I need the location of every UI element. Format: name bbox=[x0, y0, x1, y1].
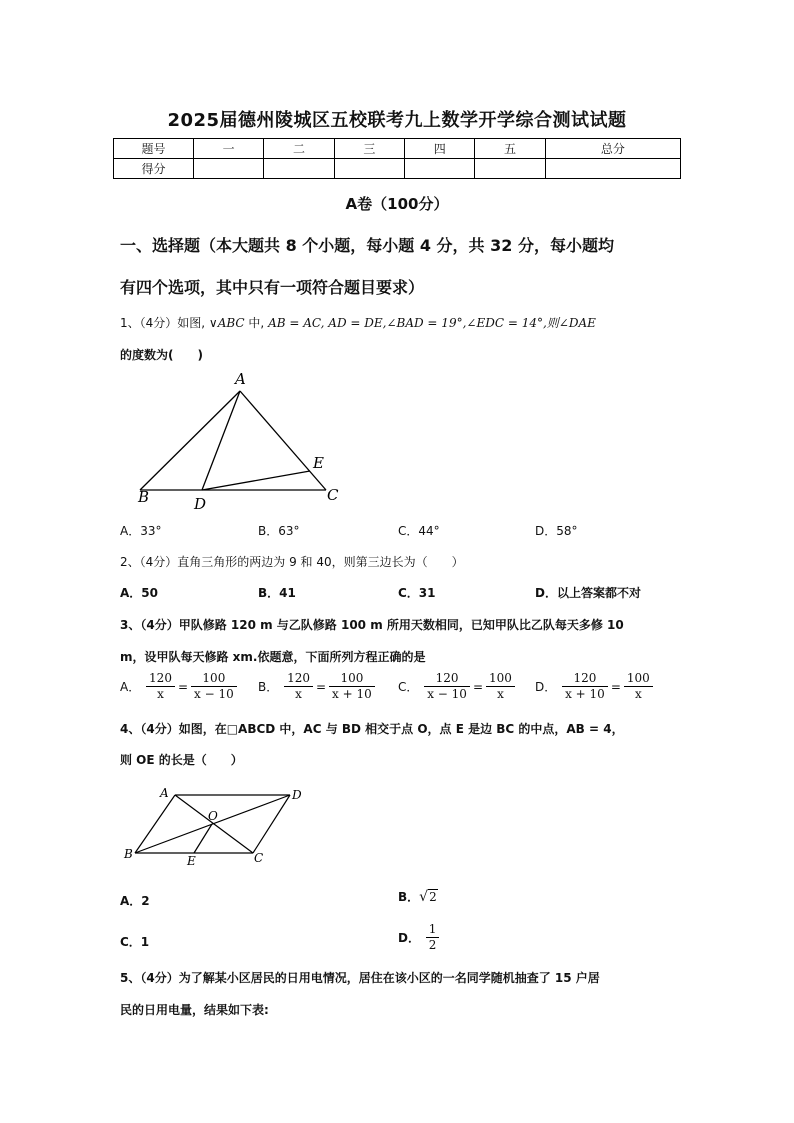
q4-label-B: B bbox=[124, 847, 133, 861]
q2-option-a[interactable]: A．50 bbox=[120, 586, 158, 600]
q3-d-left-fraction: $\frac{120}{x + 10}$ bbox=[562, 671, 608, 702]
question-1-stem-line2: 的度数为( ) bbox=[120, 348, 203, 362]
score-table bbox=[113, 138, 681, 179]
q1-option-d[interactable]: D．58° bbox=[535, 524, 578, 538]
q3-b-left-fraction: $\frac{120}{x}$ bbox=[284, 671, 313, 702]
score-cell[interactable] bbox=[475, 159, 545, 179]
q1-label-A: A bbox=[235, 370, 246, 388]
score-header-cell: 三 bbox=[334, 139, 404, 159]
page-title: 2025届德州陵城区五校联考九上数学开学综合测试试题 bbox=[167, 110, 627, 131]
score-header-cell: 一 bbox=[194, 139, 264, 159]
q1-option-a[interactable]: A．33° bbox=[120, 524, 162, 538]
q1-option-b[interactable]: B．63° bbox=[258, 524, 300, 538]
q4-label-A: A bbox=[160, 786, 169, 800]
q3-a-right-fraction: $\frac{100}{x - 10}$ bbox=[191, 671, 237, 702]
q3-option-d-label: D． bbox=[535, 680, 557, 694]
q1-mid: 中, bbox=[248, 316, 265, 330]
section-heading-line1: 一、选择题（本大题共 8 个小题，每小题 4 分，共 32 分，每小题均 bbox=[120, 236, 614, 255]
score-header-cell: 题号 bbox=[114, 139, 194, 159]
q4-option-a[interactable]: A．2 bbox=[120, 894, 150, 908]
q1-label-D: D bbox=[194, 495, 207, 512]
q1-label-E: E bbox=[313, 454, 324, 472]
q4-option-d[interactable]: D． $\frac{1}{2}$ bbox=[398, 922, 441, 953]
q4-d-fraction: $\frac{1}{2}$ bbox=[426, 922, 440, 953]
question-5-stem-line2: 民的日用电量，结果如下表: bbox=[120, 1003, 269, 1017]
q3-a-left-fraction: $\frac{120}{x}$ bbox=[146, 671, 175, 702]
score-cell[interactable] bbox=[545, 159, 680, 179]
q1-conditions: AB = AC, AD = DE,∠BAD = 19°,∠EDC = 14°, bbox=[268, 316, 547, 330]
q3-option-a-label: A． bbox=[120, 680, 141, 694]
q3-option-c[interactable]: C． $\frac{120}{x - 10}$ = $\frac{100}{x}$ bbox=[398, 671, 517, 702]
score-header-cell: 二 bbox=[264, 139, 334, 159]
q2-option-b[interactable]: B．41 bbox=[258, 586, 296, 600]
score-cell[interactable] bbox=[194, 159, 264, 179]
q3-c-right-fraction: $\frac{100}{x}$ bbox=[486, 671, 515, 702]
q4-option-b[interactable]: B．√2 bbox=[398, 889, 437, 905]
q1-option-c[interactable]: C．44° bbox=[398, 524, 440, 538]
question-3-stem-line1: 3、（4分）甲队修路 120 m 与乙队修路 100 m 所用天数相同，已知甲队比乙队每天多修 10 bbox=[120, 618, 624, 632]
q3-option-c-label: C． bbox=[398, 680, 419, 694]
score-cell[interactable] bbox=[405, 159, 475, 179]
q1-prefix: 1、（4分）如图, bbox=[120, 316, 206, 330]
q1-label-C: C bbox=[327, 486, 339, 504]
score-cell[interactable] bbox=[334, 159, 404, 179]
q3-option-b[interactable]: B． $\frac{120}{x}$ = $\frac{100}{x + 10}$ bbox=[258, 671, 377, 702]
q1-ask: 则∠DAE bbox=[546, 316, 596, 330]
question-4-stem-line1: 4、（4分）如图，在□ABCD 中，AC 与 BD 相交于点 O，点 E 是边 BC 的中点，AB = 4， bbox=[120, 722, 624, 736]
score-row-label: 得分 bbox=[114, 159, 194, 179]
paper-part-heading: A卷（100分） bbox=[345, 195, 449, 213]
q1-triangle-figure bbox=[130, 368, 350, 512]
q4-option-c[interactable]: C．1 bbox=[120, 935, 150, 949]
q4-label-C: C bbox=[254, 851, 264, 865]
q4-parallelogram-figure bbox=[120, 780, 320, 872]
score-header-cell: 总分 bbox=[545, 139, 680, 159]
q1-triangle: ∨ABC bbox=[208, 316, 245, 330]
score-table-score-row bbox=[114, 159, 681, 179]
question-1-stem bbox=[120, 314, 596, 331]
q4-label-O: O bbox=[208, 809, 218, 823]
q4-label-D: D bbox=[292, 788, 302, 802]
sqrt-icon: √ bbox=[419, 889, 429, 905]
section-heading-line2: 有四个选项，其中只有一项符合题目要求） bbox=[120, 278, 425, 297]
q2-option-c[interactable]: C．31 bbox=[398, 586, 436, 600]
q3-d-right-fraction: $\frac{100}{x}$ bbox=[624, 671, 653, 702]
q3-option-d[interactable]: D． $\frac{120}{x + 10}$ = $\frac{100}{x}$ bbox=[535, 671, 655, 702]
q3-b-right-fraction: $\frac{100}{x + 10}$ bbox=[329, 671, 375, 702]
q2-option-d[interactable]: D．以上答案都不对 bbox=[535, 586, 641, 600]
score-header-cell: 五 bbox=[475, 139, 545, 159]
q4-label-E: E bbox=[187, 854, 196, 868]
q3-c-left-fraction: $\frac{120}{x - 10}$ bbox=[424, 671, 470, 702]
question-2-stem: 2、（4分）直角三角形的两边为 9 和 40，则第三边长为（ ） bbox=[120, 555, 464, 569]
score-cell[interactable] bbox=[264, 159, 334, 179]
q1-label-B: B bbox=[138, 488, 150, 506]
question-4-stem-line2: 则 OE 的长是（ ） bbox=[120, 753, 243, 767]
q3-option-b-label: B． bbox=[258, 680, 279, 694]
score-table-header-row bbox=[114, 139, 681, 159]
question-5-stem-line1: 5、（4分）为了解某小区居民的日用电情况，居住在该小区的一名同学随机抽查了 15 户居 bbox=[120, 971, 600, 985]
score-header-cell: 四 bbox=[405, 139, 475, 159]
q3-option-a[interactable]: A． $\frac{120}{x}$ = $\frac{100}{x - 10}$ bbox=[120, 671, 239, 702]
question-3-stem-line2: m，设甲队每天修路 xm.依题意，下面所列方程正确的是 bbox=[120, 650, 426, 664]
